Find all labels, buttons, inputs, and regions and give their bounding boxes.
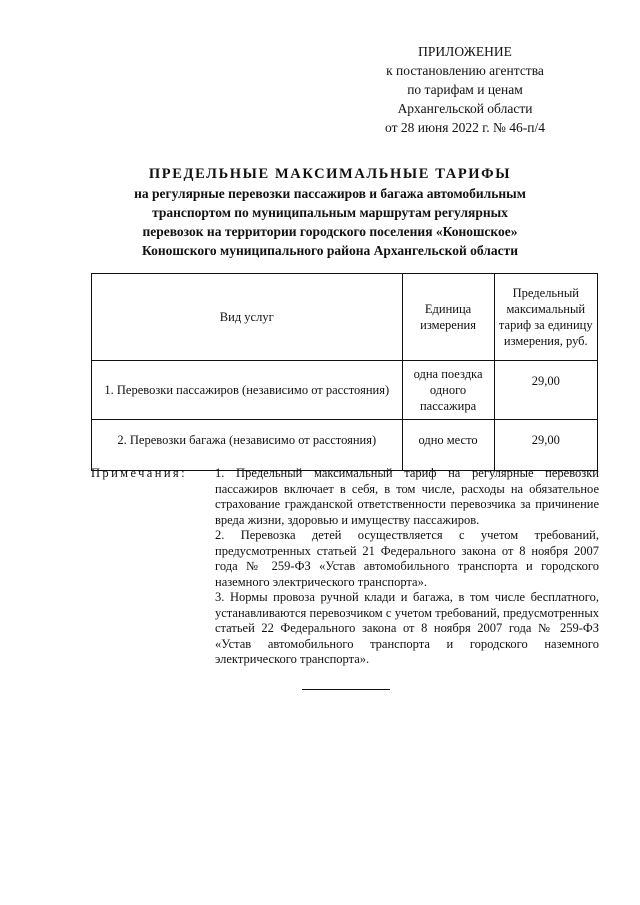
cell-tariff: 29,00 bbox=[494, 361, 597, 420]
title-subline: на регулярные перевозки пассажиров и багажа автомобильным bbox=[134, 186, 526, 201]
appendix-header bbox=[360, 42, 570, 137]
note-item: 1. Предельный максимальный тариф на регулярные перевозки пассажиров включает в себя, в том числе, расходы на обязательное страхование гражданской ответственности перевозчика за причинение вреда жизни, здоровью и имуществу пассажиров. bbox=[215, 466, 599, 527]
title-subline: транспортом по муниципальным маршрутам регулярных bbox=[152, 205, 508, 220]
appendix-title: ПРИЛОЖЕНИЕ bbox=[418, 44, 512, 59]
appendix-line: по тарифам и ценам bbox=[407, 82, 523, 97]
appendix-line: Архангельской области bbox=[397, 101, 533, 116]
cell-unit: одно место bbox=[402, 420, 494, 471]
header-service: Вид услуг bbox=[92, 274, 403, 361]
document-title bbox=[80, 164, 580, 260]
header-tariff: Предельный максимальный тариф за единицу измерения, руб. bbox=[494, 274, 597, 361]
cell-tariff: 29,00 bbox=[494, 420, 597, 471]
cell-service: 2. Перевозки багажа (независимо от расстояния) bbox=[92, 420, 403, 471]
table-row bbox=[92, 420, 598, 471]
table-header-row bbox=[92, 274, 598, 361]
appendix-date-number: от 28 июня 2022 г. № 46-п/4 bbox=[385, 120, 545, 135]
appendix-line: к постановлению агентства bbox=[386, 63, 544, 78]
tariff-table bbox=[91, 273, 598, 471]
notes-label: Примечания: bbox=[91, 466, 187, 480]
note-item: 3. Нормы провоза ручной клади и багажа, в том числе бесплатного, устанавливаются перевозчиком с учетом требований, предусмотренных статьей 22 Федерального закона от 8 ноября 2007 года № 259-ФЗ «Устав автомобильного транспорта и городского наземного электрического транспорта». bbox=[215, 590, 599, 666]
table-row bbox=[92, 361, 598, 420]
note-item: 2. Перевозка детей осуществляется с учетом требований, предусмотренных статьей 21 Федерального закона от 8 ноября 2007 года № 259-ФЗ «Устав автомобильного транспорта и городского наземного электрического транспорта». bbox=[215, 528, 599, 589]
notes-list bbox=[215, 466, 599, 668]
cell-service: 1. Перевозки пассажиров (независимо от расстояния) bbox=[92, 361, 403, 420]
cell-unit: одна поездка одного пассажира bbox=[402, 361, 494, 420]
header-unit: Единица измерения bbox=[402, 274, 494, 361]
title-subline: перевозок на территории городского поселения «Коношское» bbox=[142, 224, 518, 239]
title-subline: Коношского муниципального района Архангельской области bbox=[141, 243, 518, 258]
title-main: ПРЕДЕЛЬНЫЕ МАКСИМАЛЬНЫЕ ТАРИФЫ bbox=[148, 166, 512, 182]
closing-divider bbox=[302, 689, 390, 690]
